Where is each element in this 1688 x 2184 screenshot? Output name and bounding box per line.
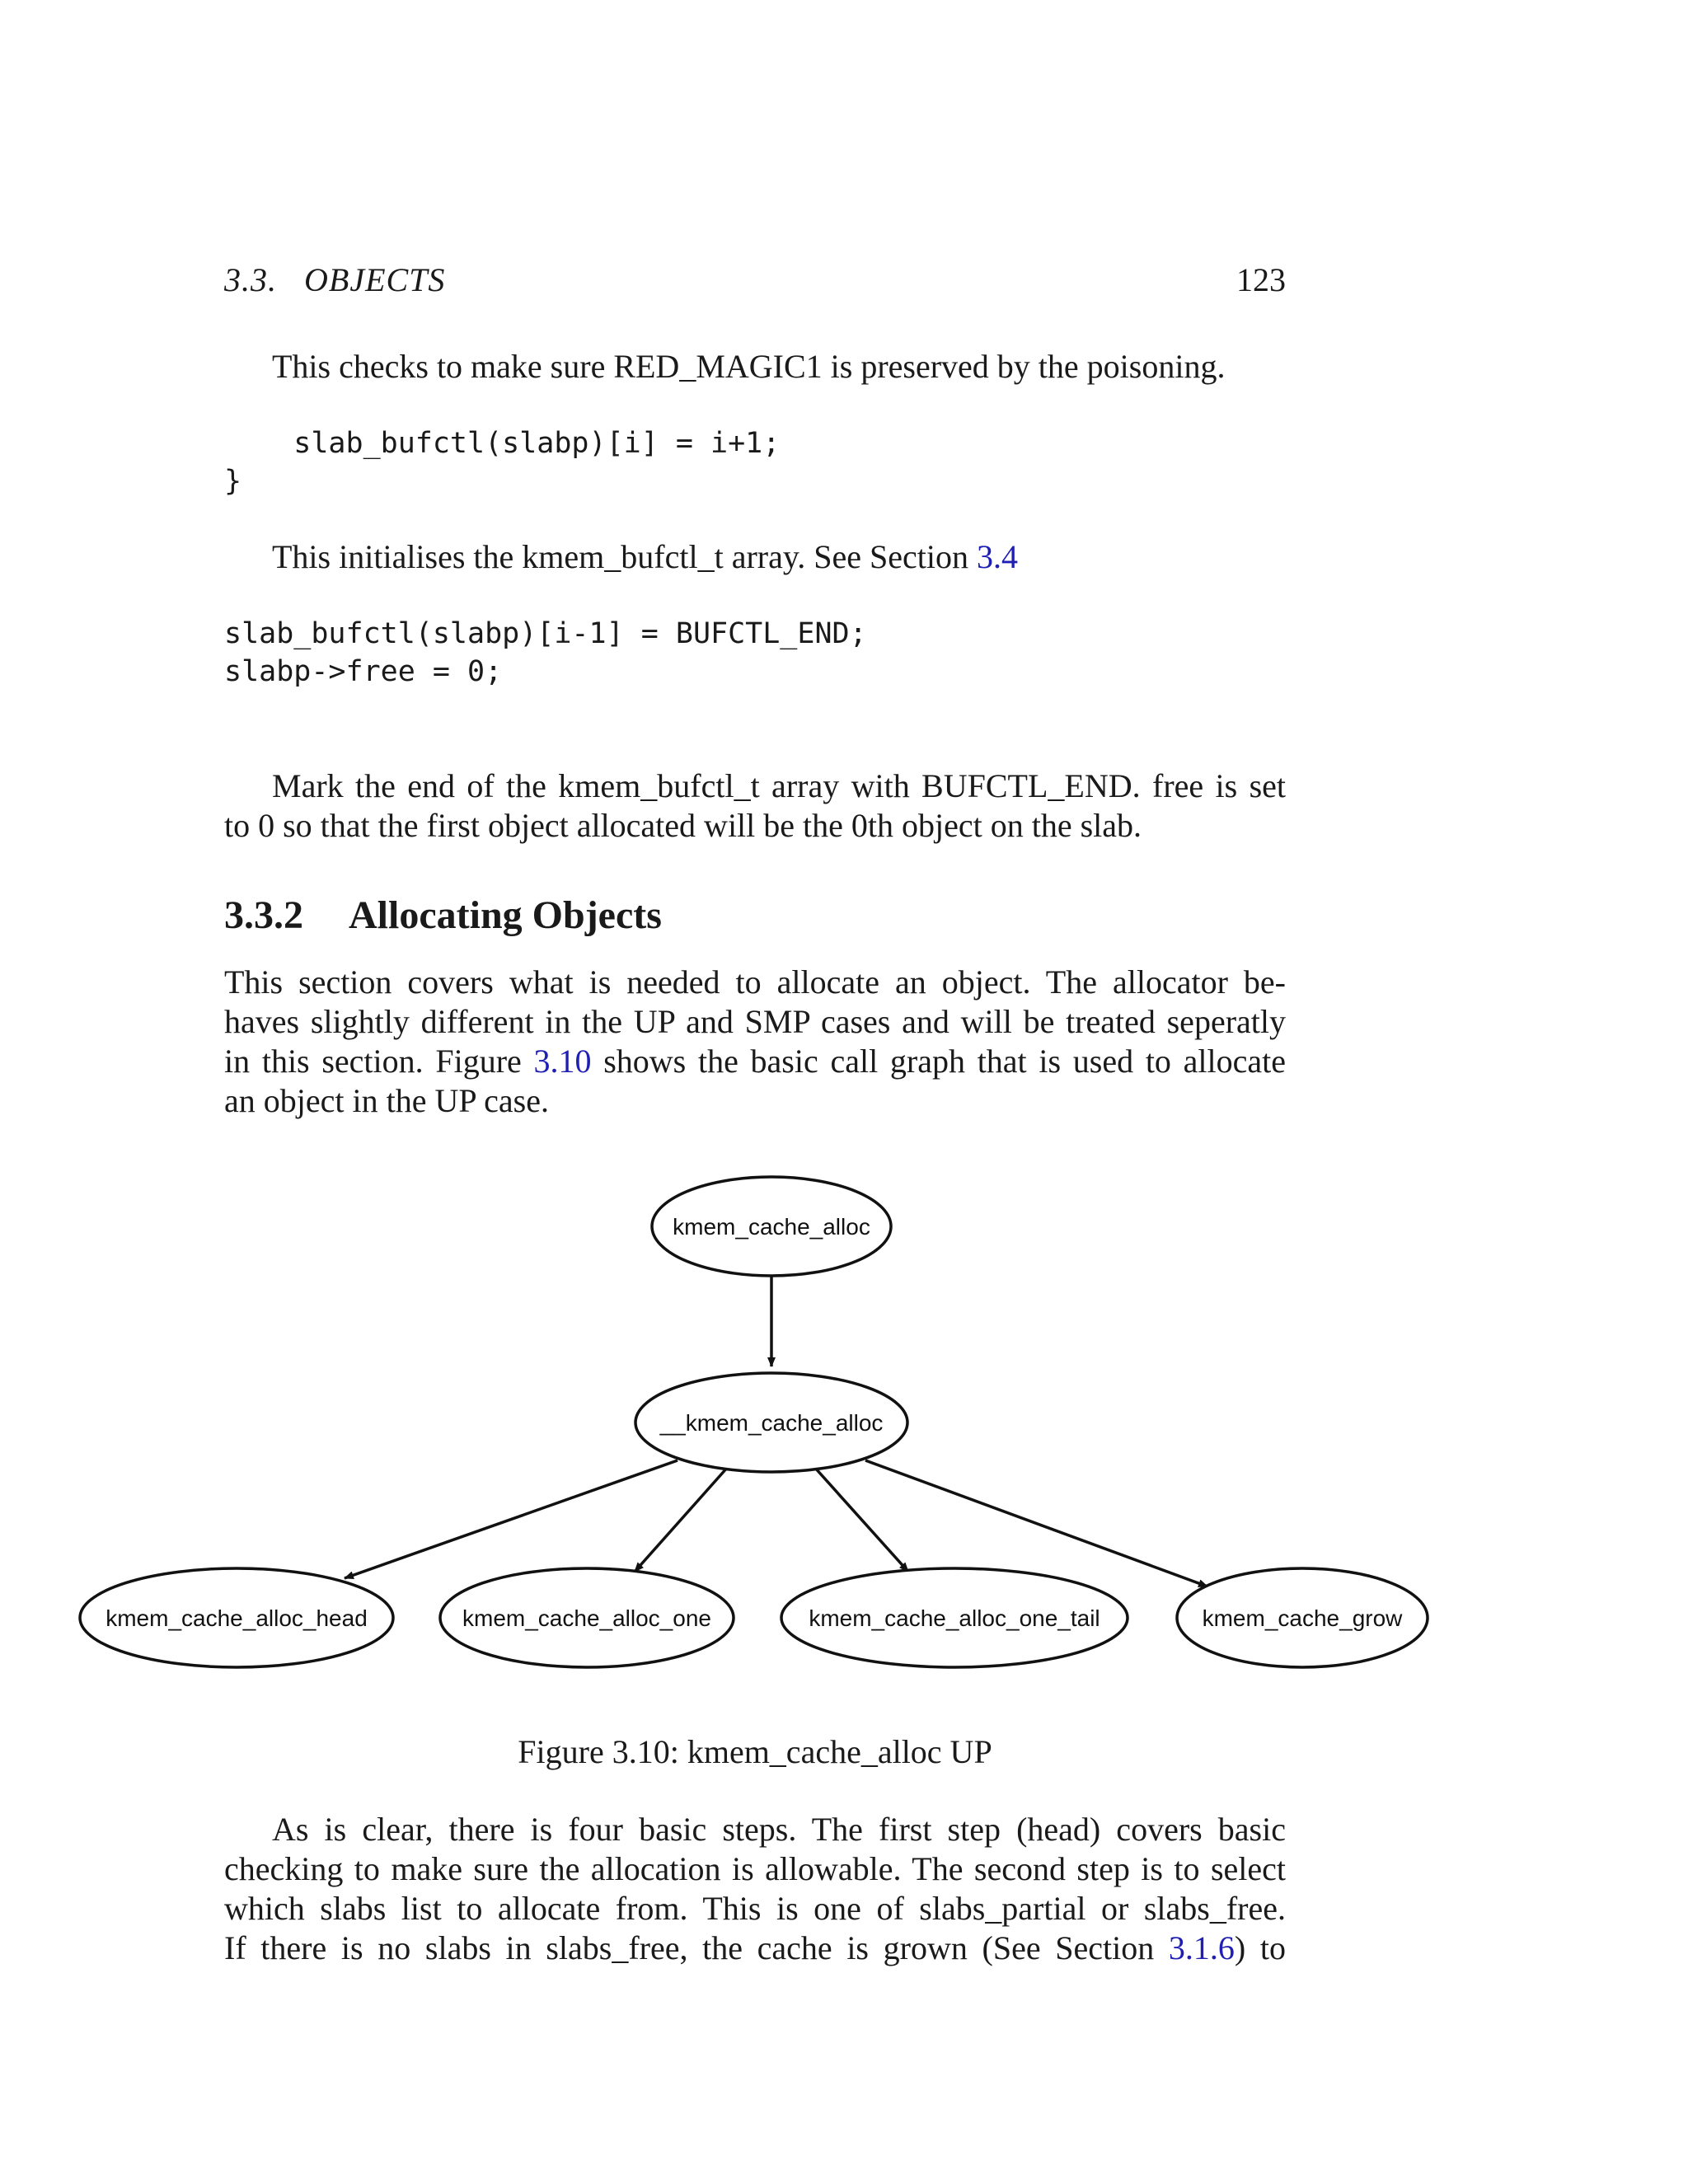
- node-label: kmem_cache_alloc: [673, 1214, 870, 1240]
- paragraph-text: in this section. Figure: [224, 1043, 534, 1080]
- page-number: 123: [1236, 261, 1286, 298]
- edge-mid-to-grow: [865, 1460, 1207, 1586]
- running-head-section: 3.3.: [224, 261, 277, 298]
- paragraph-four-steps: [224, 1810, 1286, 1968]
- node-label: kmem_cache_alloc_one_tail: [809, 1605, 1100, 1631]
- paragraph-line: [224, 1929, 1286, 1968]
- figure-caption: Figure 3.10: kmem_cache_alloc UP: [518, 1733, 992, 1770]
- paragraph-text: If there is no slabs in slabs_free, the cache is grown (See Section: [224, 1929, 1169, 1966]
- code-line: slab_bufctl(slabp)[i] = i+1;: [224, 427, 781, 460]
- paragraph-line: checking to make sure the allocation is allowable. The second step is to select: [224, 1850, 1286, 1887]
- paragraph-line: to 0 so that the first object allocated will be the 0th object on the slab.: [224, 807, 1142, 844]
- node-kmem-cache-alloc-head: [80, 1568, 393, 1667]
- node-kmem-cache-alloc-one: [440, 1568, 734, 1667]
- paragraph-text: This initialises the kmem_bufctl_t array. See Section: [272, 538, 977, 575]
- paragraph-line: Mark the end of the kmem_bufctl_t array with BUFCTL_END. free is set: [272, 767, 1286, 804]
- node-underscore-kmem-cache-alloc: [635, 1373, 907, 1472]
- edge-mid-to-head: [345, 1460, 678, 1578]
- code-line: slab_bufctl(slabp)[i-1] = BUFCTL_END;: [224, 617, 867, 650]
- node-label: __kmem_cache_alloc: [659, 1410, 884, 1436]
- code-line: slabp->free = 0;: [224, 655, 503, 688]
- code-line: }: [224, 465, 242, 498]
- paragraph-text: ) to: [1234, 1929, 1286, 1966]
- section-number: 3.3.2: [224, 893, 303, 937]
- node-kmem-cache-alloc: [652, 1177, 891, 1276]
- paragraph-line: which slabs list to allocate from. This is one of slabs_partial or slabs_free.: [224, 1890, 1286, 1927]
- paragraph-line: This section covers what is needed to allocate an object. The allocator be-: [224, 963, 1286, 1001]
- node-label: kmem_cache_alloc_one: [462, 1605, 711, 1631]
- paragraph-line: As is clear, there is four basic steps. The first step (head) covers basic: [272, 1811, 1286, 1848]
- section-link-3-4[interactable]: 3.4: [976, 538, 1018, 575]
- node-kmem-cache-alloc-one-tail: [781, 1568, 1128, 1667]
- node-label: kmem_cache_grow: [1202, 1605, 1403, 1631]
- node-kmem-cache-grow: [1177, 1568, 1428, 1667]
- figure-link-3-10[interactable]: 3.10: [533, 1043, 592, 1080]
- edge-mid-to-one-tail: [814, 1467, 908, 1572]
- running-head-title: OBJECTS: [304, 261, 446, 298]
- paragraph-line: haves slightly different in the UP and SMP cases and will be treated seperatly: [224, 1003, 1286, 1040]
- paragraph-line: an object in the UP case.: [224, 1082, 549, 1119]
- paragraph-text: shows the basic call graph that is used to allocate: [591, 1043, 1287, 1080]
- section-title: Allocating Objects: [349, 893, 662, 937]
- paragraph-poisoning: This checks to make sure RED_MAGIC1 is preserved by the poisoning.: [272, 348, 1226, 385]
- node-label: kmem_cache_alloc_head: [106, 1605, 368, 1631]
- edge-mid-to-one: [635, 1467, 728, 1572]
- section-link-3-1-6[interactable]: 3.1.6: [1168, 1929, 1235, 1966]
